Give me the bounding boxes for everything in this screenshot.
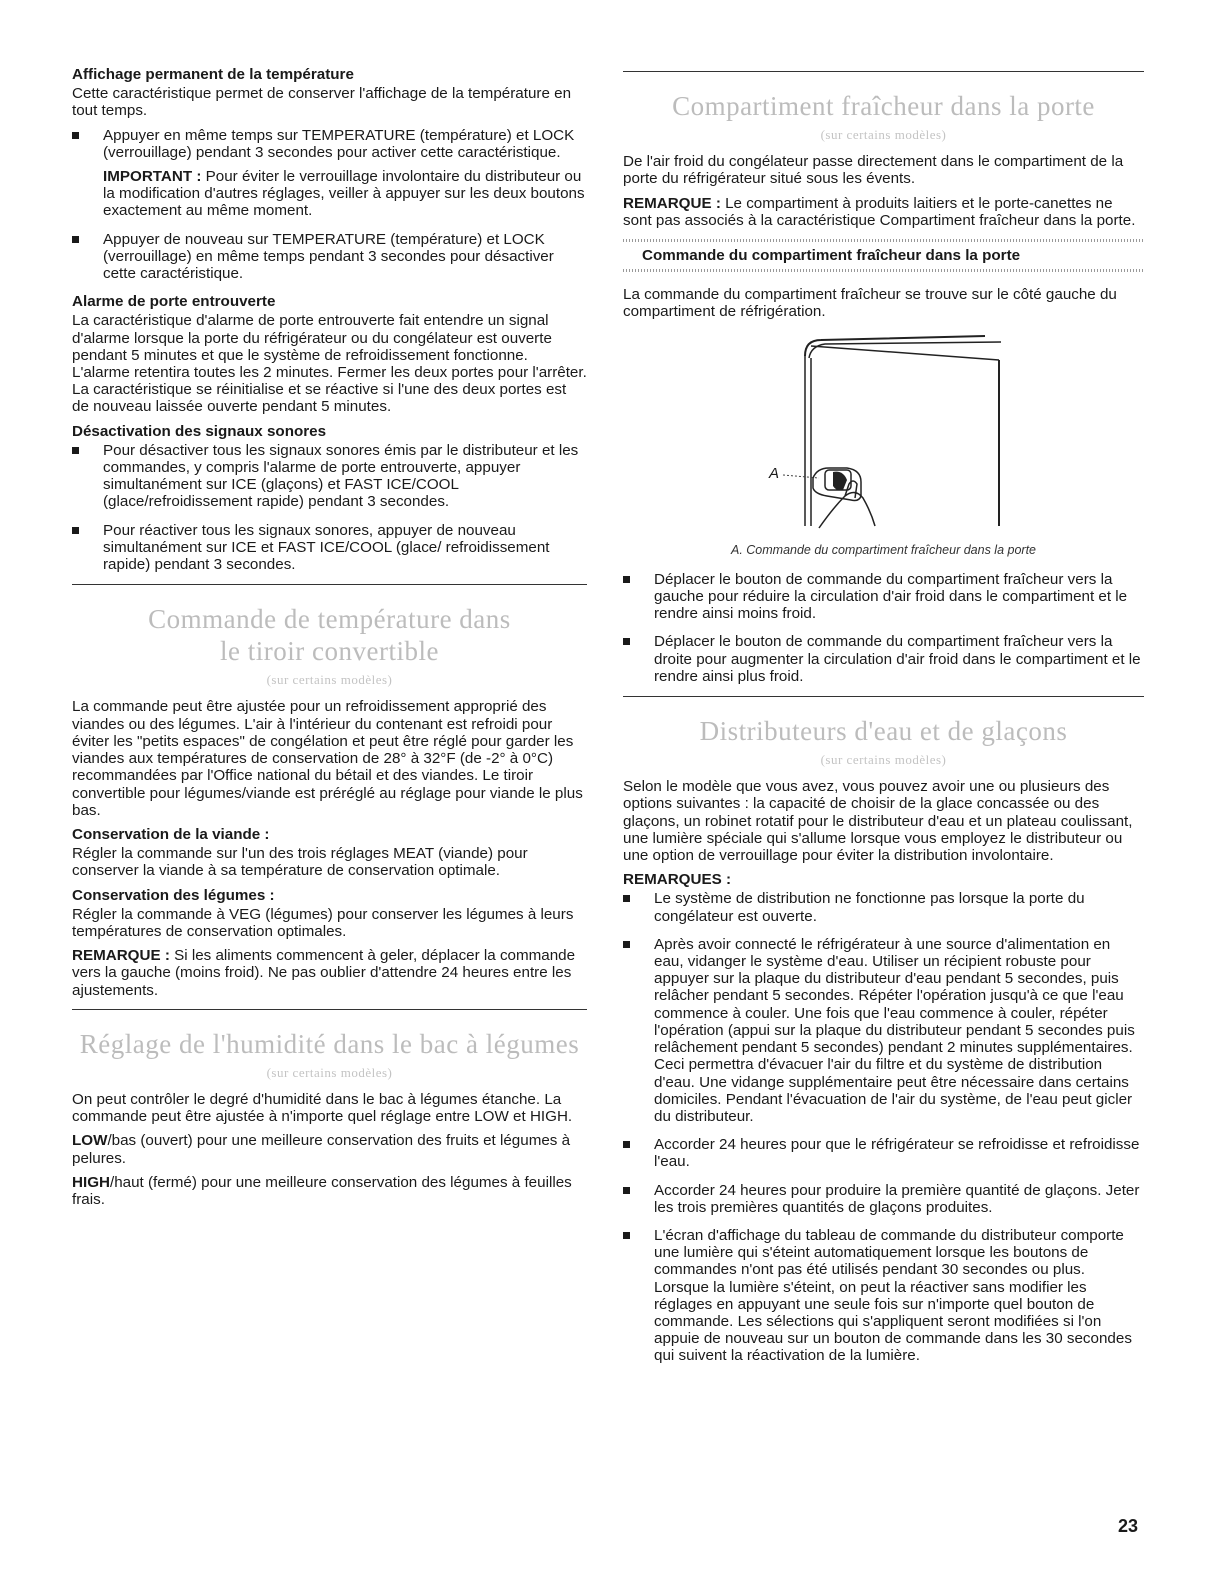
door-alarm-heading: Alarme de porte entrouverte [72, 293, 276, 311]
temp-display-bullet-2: Appuyer de nouveau sur TEMPERATURE (température) et LOCK (verrouillage) en même temps pendant 3 secondes pour désactiver cette caractéristique. [103, 230, 554, 283]
door-cool-section-subtitle: (sur certains modèles) [820, 127, 947, 142]
list-item [623, 1227, 1144, 1365]
section-divider [72, 584, 587, 585]
list-item [72, 231, 587, 283]
door-alarm-text: La caractéristique d'alarme de porte entrouverte fait entendre un signal d'alarme lorsque la porte du réfrigérateur ou du congélateur est ouverte pendant 5 minutes et que le système de refroidissement fonctionne. L'alarme retentira toutes les 2 minutes. Fermer les deux portes pour l'arrêter. La caractéristique se réinitialise et se réactive si l'une des deux portes est de nouveau laissée ouverte pendant 5 minutes. [72, 312, 587, 416]
low-label: LOW [72, 1132, 108, 1150]
list-item [623, 936, 1144, 1125]
drawer-note [72, 947, 587, 999]
door-cool-note [623, 195, 1144, 229]
dotted-divider [623, 269, 1144, 272]
humidity-text: On peut contrôler le degré d'humidité dans le bac à légumes étanche. La commande peut être ajustée à n'importe quel réglage entre LOW et HIGH. [72, 1090, 573, 1126]
door-cool-bullet-1: Déplacer le bouton de commande du compartiment fraîcheur vers la gauche pour réduire la circulation d'air froid dans le compartiment et le rendre ainsi moins froid. [654, 570, 1128, 623]
left-column [72, 66, 587, 1215]
drawer-section-subtitle: (sur certains modèles) [266, 672, 393, 688]
section-divider [623, 71, 1144, 72]
right-column [623, 66, 1144, 1376]
dispensers-section-title: Distributeurs d'eau et de glaçons [699, 716, 1068, 747]
low-text: /bas (ouvert) pour une meilleure conservation des fruits et légumes à pelures. [72, 1132, 571, 1167]
list-item [623, 1182, 1144, 1216]
high-text: /haut (fermé) pour une meilleure conservation des légumes à feuilles frais. [72, 1173, 572, 1208]
door-cool-control-box [623, 239, 1144, 272]
drawer-title-line-1: Commande de température dans [148, 604, 511, 635]
section-divider [72, 1009, 587, 1010]
door-cool-bullet-2: Déplacer le bouton de commande du compartiment fraîcheur vers la droite pour augmenter la circulation d'air froid dans le compartiment et le rendre ainsi plus froid. [654, 633, 1141, 685]
meat-text: Régler la commande sur l'un des trois réglages MEAT (viande) pour conserver la viande à sa température de conservation optimale. [72, 845, 528, 880]
temp-display-bullet-1: Appuyer en même temps sur TEMPERATURE (température) et LOCK (verrouillage) pendant 3 secondes pour activer cette caractéristique. [103, 126, 575, 161]
humidity-high [72, 1174, 587, 1208]
door-cool-note-label: REMARQUE : [623, 194, 721, 212]
list-item [72, 127, 587, 220]
drawer-note-text: Si les aliments commencent à geler, déplacer la commande vers la gauche (moins froid). Ne pas oublier d'attendre 24 heures entre les ajustements. [72, 947, 576, 999]
veg-text: Régler la commande à VEG (légumes) pour conserver les légumes à leurs températures de conservation optimales. [72, 905, 574, 940]
door-cool-text: De l'air froid du congélateur passe directement dans le compartiment de la porte du réfrigérateur situé sous les évents. [623, 153, 1124, 188]
dispensers-section-subtitle: (sur certains modèles) [820, 752, 947, 768]
humidity-low [72, 1132, 587, 1166]
high-label: HIGH [72, 1173, 110, 1191]
section-divider [623, 696, 1144, 697]
veg-heading: Conservation des légumes : [72, 886, 275, 904]
drawer-title-line-2: le tiroir convertible [220, 636, 439, 667]
list-item [72, 442, 587, 511]
dispensers-notes-heading: REMARQUES : [623, 871, 732, 889]
dispensers-bullet-1: Le système de distribution ne fonctionne pas lorsque la porte du congélateur est ouverte. [654, 890, 1085, 925]
drawer-section-title [72, 603, 587, 667]
door-cool-control-text: La commande du compartiment fraîcheur se trouve sur le côté gauche du compartiment de réfrigération. [623, 286, 1117, 321]
dispensers-bullet-4: Accorder 24 heures pour produire la première quantité de glaçons. Jeter les trois premières quantités de glaçons produites. [654, 1181, 1140, 1216]
door-cool-note-text: Le compartiment à produits laitiers et le porte-canettes ne sont pas associés à la caractéristique Compartiment fraîcheur dans la porte. [623, 194, 1136, 229]
sounds-bullet-1: Pour désactiver tous les signaux sonores émis par le distributeur et les commandes, y compris l'alarme de porte entrouverte, appuyer simultanément sur ICE (glaçons) et FAST ICE/COOL (glace/refroidissement rapide) pendant 3 secondes. [103, 441, 579, 511]
page-number: 23 [1118, 1516, 1139, 1536]
list-item [623, 1136, 1144, 1170]
drawer-note-label: REMARQUE : [72, 947, 170, 965]
important-note [103, 168, 587, 220]
figure-caption: A. Commande du compartiment fraîcheur dans la porte [730, 542, 1036, 557]
dispensers-bullet-3: Accorder 24 heures pour que le réfrigérateur se refroidisse et refroidisse l'eau. [654, 1136, 1140, 1171]
drawer-text: La commande peut être ajustée pour un refroidissement approprié des viandes ou des légumes. L'air à l'intérieur du contenant est refroidi pour éviter les "petits espaces" de congélation et peut être réglé pour garder les viandes aux températures de conservation de 28° à 32°F (de -2° à 0°C) recommandées par l'Office national du bétail et des viandes. Le tiroir convertible pour légumes/viande est préréglé au réglage pour viande le plus bas. [72, 698, 583, 819]
dispensers-bullet-2: Après avoir connecté le réfrigérateur à une source d'alimentation en eau, vidanger le système d'eau. Utiliser un récipient robuste pour appuyer sur la plaque du distributeur d'eau pendant 5 secondes, puis relâcher pendant 5 secondes. Répéter l'opération jusqu'à ce que l'eau commence à couler. Une fois que l'eau commence à couler, répéter l'opération (appui sur la plaque du distributeur pendant 5 secondes puis relâchement pendant 5 secondes) pendant 2 minutes supplémentaires. Ceci permettra d'évacuer l'air du filtre et du système de distribution d'eau. Une vidange supplémentaire peut être nécessaire dans certains domiciles. Pendant l'évacuation de l'air du système, de l'eau peut gicler du distributeur. [654, 935, 1135, 1125]
humidity-section-subtitle: (sur certains modèles) [266, 1064, 393, 1080]
important-text: Pour éviter le verrouillage involontaire du distributeur ou la modification d'autres réglages, veiller à appuyer sur les deux boutons exactement au même moment. [103, 168, 585, 220]
sounds-heading: Désactivation des signaux sonores [72, 422, 327, 440]
dispensers-bullet-5: L'écran d'affichage du tableau de commande du distributeur comporte une lumière qui s'éteint automatiquement lorsque les boutons de commandes n'ont pas été utilisés pendant 30 secondes ou plus. Lorsque la lumière s'éteint, on peut la réactiver sans modifier les réglages en appuyant une seule fois sur n'importe quel bouton de commande. Les sélections qui s'appliquent seront modifiées si l'on appuie de nouveau sur un bouton de commande dans les 30 secondes qui suivent la réactivation de la lumière. [654, 1226, 1132, 1365]
list-item [72, 522, 587, 574]
temp-display-heading: Affichage permanent de la température [72, 66, 354, 83]
temp-display-intro: Cette caractéristique permet de conserver l'affichage de la température en tout temps. [72, 85, 572, 120]
door-cool-section-title: Compartiment fraîcheur dans la porte [672, 91, 1095, 121]
dispensers-text: Selon le modèle que vous avez, vous pouvez avoir une ou plusieurs des options suivantes : la capacité de choisir de la glace concassée ou des glaçons, un robinet rotatif pour le distributeur d'eau et un plateau coulissant, une lumière spéciale qui s'allume lorsque vous employez le distributeur ou une option de verrouillage pour éviter la distribution involontaire. [623, 778, 1133, 865]
humidity-section-title: Réglage de l'humidité dans le bac à légumes [79, 1028, 580, 1059]
meat-heading: Conservation de la viande : [72, 825, 270, 843]
sounds-bullet-2: Pour réactiver tous les signaux sonores, appuyer de nouveau simultanément sur ICE et FAST ICE/COOL (glace/ refroidissement rapide) pendant 3 secondes. [103, 521, 550, 574]
door-cool-control-heading: Commande du compartiment fraîcheur dans la porte [642, 247, 1021, 265]
figure-label-a: A [769, 464, 780, 482]
door-cool-figure [623, 328, 1144, 536]
door-cool-illustration [623, 328, 1144, 536]
list-item [623, 571, 1144, 623]
list-item [623, 890, 1144, 924]
important-label: IMPORTANT : [103, 168, 202, 186]
list-item [623, 633, 1144, 685]
